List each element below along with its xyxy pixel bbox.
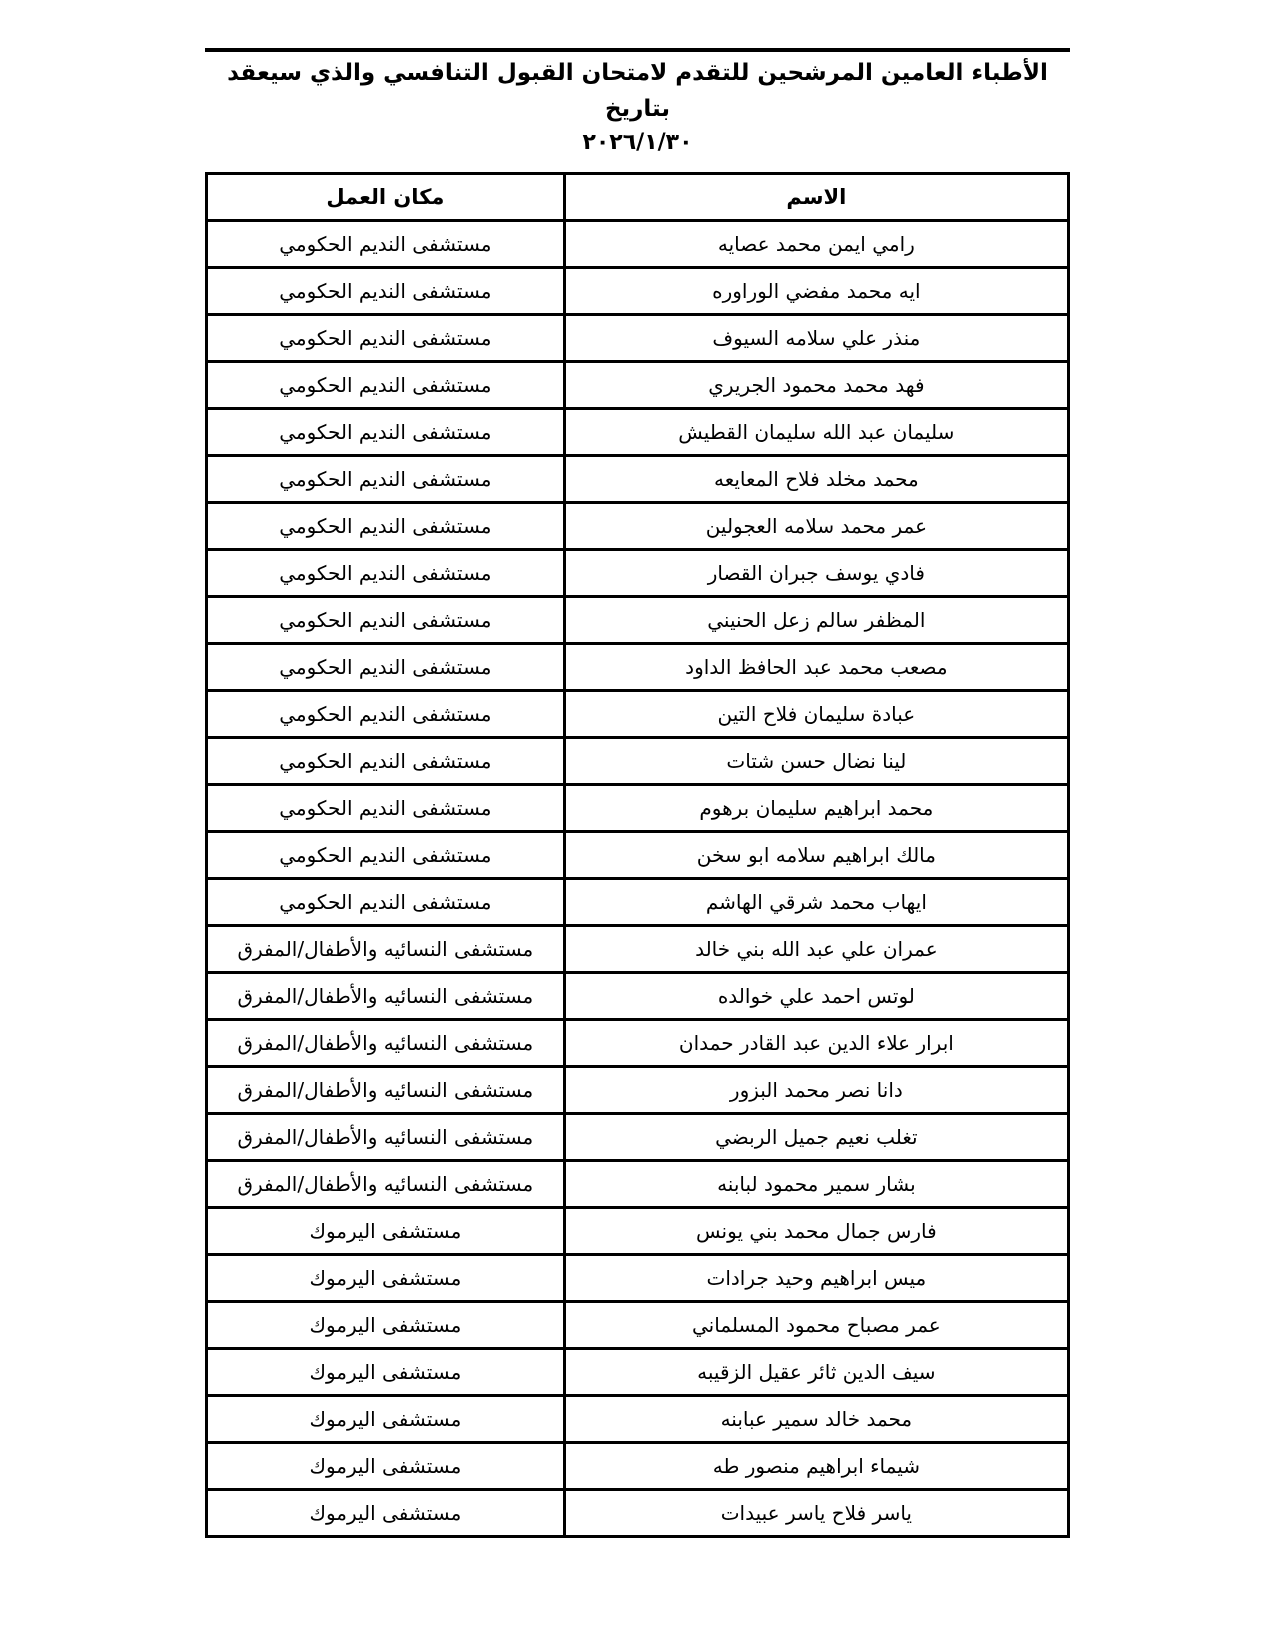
name-cell: عمر مصباح محمود المسلماني [564, 1302, 1068, 1349]
workplace-cell: مستشفى اليرموك [207, 1396, 565, 1443]
table-row [207, 550, 1069, 597]
name-cell: محمد خالد سمير عبابنه [564, 1396, 1068, 1443]
name-cell: لوتس احمد علي خوالده [564, 973, 1068, 1020]
document-content [205, 48, 1070, 1538]
workplace-cell: مستشفى النديم الحكومي [207, 456, 565, 503]
name-cell: لينا نضال حسن شتات [564, 738, 1068, 785]
table-row [207, 879, 1069, 926]
name-cell: ابرار علاء الدين عبد القادر حمدان [564, 1020, 1068, 1067]
table-row [207, 362, 1069, 409]
workplace-cell: مستشفى اليرموك [207, 1443, 565, 1490]
table-row [207, 1302, 1069, 1349]
workplace-cell: مستشفى النديم الحكومي [207, 832, 565, 879]
workplace-cell: مستشفى النديم الحكومي [207, 409, 565, 456]
workplace-cell: مستشفى النسائيه والأطفال/المفرق [207, 1020, 565, 1067]
table-row [207, 1067, 1069, 1114]
table-row [207, 409, 1069, 456]
name-cell: دانا نصر محمد البزور [564, 1067, 1068, 1114]
column-header-name: الاسم [564, 174, 1068, 221]
exam-date: ٢٠٢٦/١/٣٠ [582, 130, 693, 155]
table-row [207, 597, 1069, 644]
workplace-cell: مستشفى النديم الحكومي [207, 644, 565, 691]
workplace-cell: مستشفى النديم الحكومي [207, 550, 565, 597]
workplace-cell: مستشفى النديم الحكومي [207, 785, 565, 832]
table-row [207, 221, 1069, 268]
table-row [207, 973, 1069, 1020]
table-row [207, 1208, 1069, 1255]
table-row [207, 785, 1069, 832]
name-cell: تغلب نعيم جميل الربضي [564, 1114, 1068, 1161]
table-body [207, 221, 1069, 1537]
workplace-cell: مستشفى النديم الحكومي [207, 879, 565, 926]
name-cell: المظفر سالم زعل الحنيني [564, 597, 1068, 644]
name-cell: ميس ابراهيم وحيد جرادات [564, 1255, 1068, 1302]
workplace-cell: مستشفى النديم الحكومي [207, 315, 565, 362]
name-cell: ايهاب محمد شرقي الهاشم [564, 879, 1068, 926]
name-cell: عمر محمد سلامه العجولين [564, 503, 1068, 550]
table-header [207, 174, 1069, 221]
name-cell: سيف الدين ثائر عقيل الزقيبه [564, 1349, 1068, 1396]
name-cell: محمد مخلد فلاح المعايعه [564, 456, 1068, 503]
workplace-cell: مستشفى النديم الحكومي [207, 221, 565, 268]
name-cell: بشار سمير محمود لبابنه [564, 1161, 1068, 1208]
table-row [207, 1255, 1069, 1302]
workplace-cell: مستشفى النديم الحكومي [207, 738, 565, 785]
candidates-table [205, 172, 1070, 1538]
table-row [207, 1349, 1069, 1396]
name-cell: مصعب محمد عبد الحافظ الداود [564, 644, 1068, 691]
table-row [207, 315, 1069, 362]
table-row [207, 738, 1069, 785]
name-cell: فارس جمال محمد بني يونس [564, 1208, 1068, 1255]
name-cell: مالك ابراهيم سلامه ابو سخن [564, 832, 1068, 879]
workplace-cell: مستشفى النسائيه والأطفال/المفرق [207, 1067, 565, 1114]
table-row [207, 644, 1069, 691]
workplace-cell: مستشفى النديم الحكومي [207, 691, 565, 738]
name-cell: عبادة سليمان فلاح التين [564, 691, 1068, 738]
name-cell: فهد محمد محمود الجريري [564, 362, 1068, 409]
workplace-cell: مستشفى النسائيه والأطفال/المفرق [207, 973, 565, 1020]
workplace-cell: مستشفى النديم الحكومي [207, 362, 565, 409]
document-title: الأطباء العامين المرشحين للتقدم لامتحان القبول التنافسي والذي سيعقد بتاريخ [227, 60, 1048, 122]
table-row [207, 268, 1069, 315]
name-cell: محمد ابراهيم سليمان برهوم [564, 785, 1068, 832]
name-cell: شيماء ابراهيم منصور طه [564, 1443, 1068, 1490]
table-row [207, 1443, 1069, 1490]
table-row [207, 503, 1069, 550]
workplace-cell: مستشفى اليرموك [207, 1349, 565, 1396]
table-row [207, 691, 1069, 738]
workplace-cell: مستشفى النديم الحكومي [207, 597, 565, 644]
workplace-cell: مستشفى اليرموك [207, 1490, 565, 1537]
name-cell: سليمان عبد الله سليمان القطيش [564, 409, 1068, 456]
workplace-cell: مستشفى اليرموك [207, 1208, 565, 1255]
horizontal-rule [205, 48, 1070, 52]
table-row [207, 1020, 1069, 1067]
workplace-cell: مستشفى النسائيه والأطفال/المفرق [207, 1114, 565, 1161]
table-row [207, 926, 1069, 973]
workplace-cell: مستشفى اليرموك [207, 1302, 565, 1349]
table-row [207, 1161, 1069, 1208]
table-row [207, 1114, 1069, 1161]
workplace-cell: مستشفى النديم الحكومي [207, 268, 565, 315]
workplace-cell: مستشفى النسائيه والأطفال/المفرق [207, 1161, 565, 1208]
name-cell: ياسر فلاح ياسر عبيدات [564, 1490, 1068, 1537]
table-row [207, 456, 1069, 503]
table-row [207, 1396, 1069, 1443]
workplace-cell: مستشفى اليرموك [207, 1255, 565, 1302]
name-cell: عمران علي عبد الله بني خالد [564, 926, 1068, 973]
header-row [207, 174, 1069, 221]
table-row [207, 832, 1069, 879]
column-header-workplace: مكان العمل [207, 174, 565, 221]
name-cell: فادي يوسف جبران القصار [564, 550, 1068, 597]
table-row [207, 1490, 1069, 1537]
name-cell: رامي ايمن محمد عصايه [564, 221, 1068, 268]
name-cell: ايه محمد مفضي الوراوره [564, 268, 1068, 315]
name-cell: منذر علي سلامه السيوف [564, 315, 1068, 362]
workplace-cell: مستشفى النسائيه والأطفال/المفرق [207, 926, 565, 973]
workplace-cell: مستشفى النديم الحكومي [207, 503, 565, 550]
